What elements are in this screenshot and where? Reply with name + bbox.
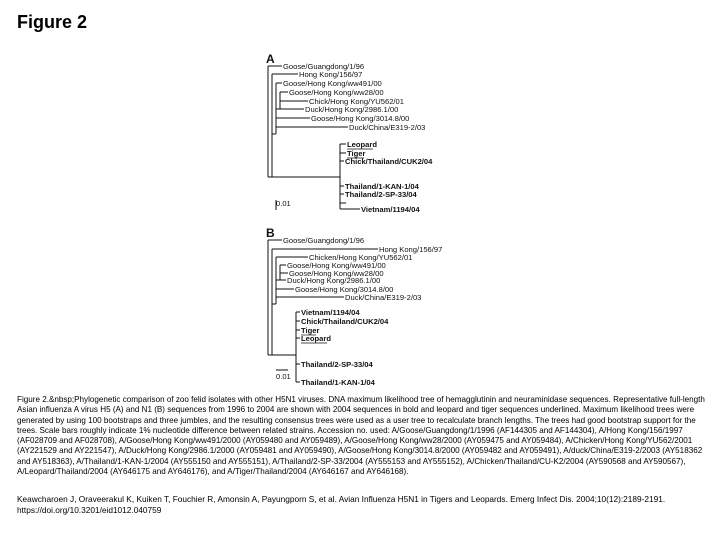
panel-b-labels (283, 236, 442, 387)
panel-a-scale-bar (276, 199, 291, 210)
panel-b-taxon-label: Leopard (301, 334, 331, 343)
panel-a-taxon-label: Vietnam/1194/04 (361, 205, 420, 214)
panel-b-taxon-label: Chicken/Hong Kong/YU562/01 (309, 253, 413, 262)
panel-a-taxon-label: Tiger (347, 149, 366, 158)
panel-a-letter: A (266, 52, 275, 66)
panel-b-letter: B (266, 226, 275, 240)
phylogenetic-tree-svg (260, 44, 460, 389)
panel-a-taxon-label: Goose/Hong Kong/ww28/00 (289, 88, 384, 97)
panel-b-taxon-label: Goose/Hong Kong/ww491/00 (287, 261, 386, 270)
panel-b-taxon-label: Vietnam/1194/04 (301, 308, 360, 317)
panel-a-labels (283, 62, 433, 214)
panel-b-taxon-label: Thailand/1-KAN-1/04 (301, 378, 375, 387)
panel-a-scale-label: 0.01 (276, 199, 291, 208)
panel-b-taxon-label: Hong Kong/156/97 (379, 245, 443, 254)
panel-b-taxon-label: Goose/Hong Kong/3014.8/00 (295, 285, 394, 294)
panel-a-taxon-label: Goose/Hong Kong/ww491/00 (283, 79, 382, 88)
panel-a-taxon-label: Duck/China/E319-2/03 (349, 123, 426, 132)
panel-a-taxon-label: Goose/Hong Kong/3014.8/00 (311, 114, 410, 123)
phylogenetic-tree-figure (260, 44, 460, 389)
panel-a-taxon-label: Thailand/1-KAN-1/04 (345, 182, 419, 191)
panel-b-taxon-label: Goose/Guangdong/1/96 (283, 236, 365, 245)
panel-b-scale-bar (276, 370, 291, 381)
figure-caption: Figure 2.&nbsp;Phylogenetic comparison of zoo felid isolates with other H5N1 viruses. DNA maximum likelihood tree of hemagglutinin and neuraminidase sequences. Representative full-length Asian influenza A virus H5 (A) and N1 (B) sequences from 1996 to 2004 are shown with 2004 sequences in bold and leopard and tiger sequences underlined. Maximum likelihood trees were generated by using 100 bootstraps and three jumbles, and the resulting consensus trees were used as a user tree to recalculate branch lengths. The trees had good bootstrap support for the trees. Scale bars roughly indicate 1% nucleotide difference between related strains. Accession no. used: A/Goose/Guangdong/1/1996 (AF144305 and AF144304), A/Hong Kong/156/1997 (AF028709 and AF028708), A/Goose/Hong Kong/ww491/2000 (AY059480 and AY059489), A/Goose/Hong Kong/ww28/2000 (AY059475 and AY059484), A/Chicken/Hong Kong/YU562/2001 (AY221529 and AY221547), A/Duck/Hong Kong/2986.1/2000 (AY059481 and AY059490), A/Goose/Hong Kong/3014.8/2000 (AY059482 and AY059491), A/duck/China/E319-2/2003 (AY518362 and AY518363), A/Thailand/1-KAN-1/2004 (AY555150 and AY555151), A/Thailand/2-SP-33/2004 (AY555153 and AY555152), A/Chicken/Thailand/CU-K2/2004 (AY590568 and AY590567), A/Leopard/Thailand/2004 (AY646175 and AY646176), and A/Tiger/Thailand/2004 (AY646167 and AY646168). (17, 395, 705, 477)
panel-b-taxon-label: Chick/Thailand/CUK2/04 (301, 317, 389, 326)
panel-b-scale-label: 0.01 (276, 372, 291, 381)
panel-b-taxon-label: Goose/Hong Kong/ww28/00 (289, 269, 384, 278)
panel-a-taxon-label: Goose/Guangdong/1/96 (283, 62, 365, 71)
panel-a-taxon-label: Chick/Thailand/CUK2/04 (345, 157, 433, 166)
panel-a-taxon-label: Chick/Hong Kong/YU562/01 (309, 97, 404, 106)
figure-citation: Keawcharoen J, Oraveerakul K, Kuiken T, Fouchier R, Amonsin A, Payungporn S, et al. Avian Influenza H5N1 in Tigers and Leopards. Emerg Infect Dis. 2004;10(12):2189-2191. https://doi.org/10.3201/eid1012.040759 (17, 494, 666, 515)
panel-b-taxon-label: Duck/China/E319-2/03 (345, 293, 422, 302)
panel-b-taxon-label: Duck/Hong Kong/2986.1/00 (287, 276, 381, 285)
panel-a-taxon-label: Leopard (347, 140, 377, 149)
panel-a-taxon-label: Thailand/2-SP-33/04 (345, 190, 417, 199)
panel-b-taxon-label: Tiger (301, 326, 320, 335)
figure-title: Figure 2 (17, 12, 88, 32)
panel-a-taxon-label: Duck/Hong Kong/2986.1/00 (305, 105, 399, 114)
panel-a-taxon-label: Hong Kong/156/97 (299, 70, 363, 79)
panel-b-taxon-label: Thailand/2-SP-33/04 (301, 360, 373, 369)
